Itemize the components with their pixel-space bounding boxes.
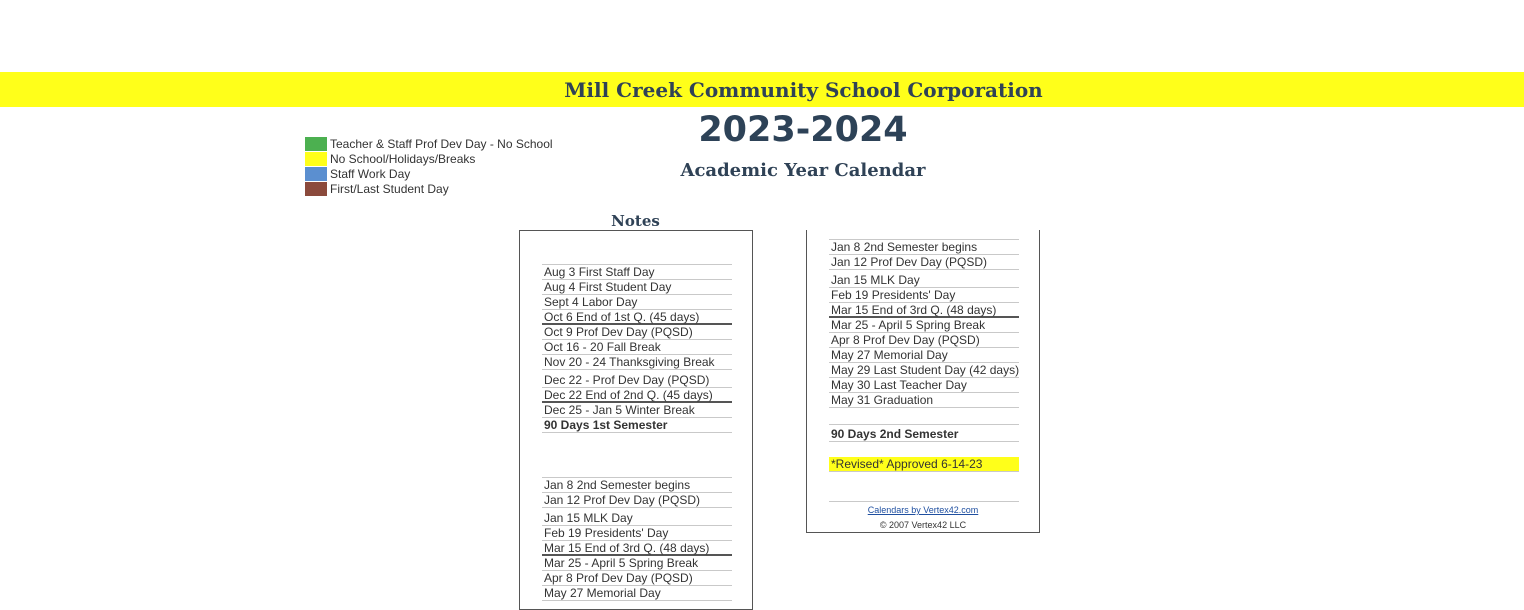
legend-swatch bbox=[305, 137, 327, 151]
notes-box-left bbox=[519, 230, 753, 610]
vertex42-link[interactable]: Calendars by Vertex42.com bbox=[867, 505, 979, 515]
legend-item-first-last bbox=[305, 181, 553, 196]
legend-item-prof-dev bbox=[305, 136, 553, 151]
semester-total: 90 Days 1st Semester bbox=[542, 418, 732, 433]
note-row: Mar 15 End of 3rd Q. (48 days) bbox=[542, 541, 732, 556]
note-row: Oct 9 Prof Dev Day (PQSD) bbox=[542, 325, 732, 340]
revised-note: *Revised* Approved 6-14-23 bbox=[829, 457, 1019, 472]
legend-swatch bbox=[305, 167, 327, 181]
note-row: Nov 20 - 24 Thanksgiving Break bbox=[542, 355, 732, 370]
note-row: Dec 22 End of 2nd Q. (45 days) bbox=[542, 388, 732, 403]
divider bbox=[829, 424, 1019, 425]
note-row: May 29 Last Student Day (42 days) bbox=[831, 363, 1020, 377]
note-row: Jan 8 2nd Semester begins bbox=[542, 478, 732, 493]
legend-label: No School/Holidays/Breaks bbox=[330, 151, 476, 166]
note-row: Jan 12 Prof Dev Day (PQSD) bbox=[542, 493, 732, 508]
note-row: Oct 16 - 20 Fall Break bbox=[542, 340, 732, 355]
school-year-title: 2023-2024 bbox=[698, 110, 908, 150]
notes-box-right bbox=[806, 230, 1040, 533]
note-row: Jan 15 MLK Day bbox=[829, 273, 1019, 288]
note-row: Jan 8 2nd Semester begins bbox=[829, 240, 1019, 255]
legend-item-no-school bbox=[305, 151, 553, 166]
legend-swatch bbox=[305, 152, 327, 166]
note-row: May 27 Memorial Day bbox=[542, 586, 732, 601]
legend-label: Staff Work Day bbox=[330, 166, 411, 181]
note-row: Mar 25 - April 5 Spring Break bbox=[542, 556, 732, 571]
note-row: Jan 12 Prof Dev Day (PQSD) bbox=[829, 255, 1019, 270]
legend-label: First/Last Student Day bbox=[330, 181, 449, 196]
notes-title: Notes bbox=[611, 212, 660, 230]
note-row: Feb 19 Presidents' Day bbox=[829, 288, 1019, 303]
legend-item-staff-work bbox=[305, 166, 553, 181]
note-row: Dec 22 - Prof Dev Day (PQSD) bbox=[542, 373, 732, 388]
legend bbox=[305, 136, 553, 196]
header-banner bbox=[0, 72, 1524, 107]
legend-swatch bbox=[305, 182, 327, 196]
note-row: Sept 4 Labor Day bbox=[542, 295, 732, 310]
note-row: May 31 Graduation bbox=[829, 393, 1019, 408]
note-row: May 30 Last Teacher Day bbox=[829, 378, 1019, 393]
note-row: Dec 25 - Jan 5 Winter Break bbox=[542, 403, 732, 418]
calendar-subtitle: Academic Year Calendar bbox=[680, 160, 926, 181]
organization-title: Mill Creek Community School Corporation bbox=[564, 78, 1043, 102]
note-row: May 27 Memorial Day bbox=[829, 348, 1019, 363]
note-row: Apr 8 Prof Dev Day (PQSD) bbox=[542, 571, 732, 586]
note-row: Mar 25 - April 5 Spring Break bbox=[829, 318, 1019, 333]
divider bbox=[829, 501, 1019, 502]
legend-label: Teacher & Staff Prof Dev Day - No School bbox=[330, 136, 553, 151]
note-row: Feb 19 Presidents' Day bbox=[542, 526, 732, 541]
copyright-text: © 2007 Vertex42 LLC bbox=[879, 520, 967, 530]
note-row: Apr 8 Prof Dev Day (PQSD) bbox=[829, 333, 1019, 348]
note-row: Jan 15 MLK Day bbox=[542, 511, 732, 526]
note-row: Mar 15 End of 3rd Q. (48 days) bbox=[829, 303, 1019, 318]
note-row: Aug 3 First Staff Day bbox=[542, 265, 732, 280]
note-row: Oct 6 End of 1st Q. (45 days) bbox=[542, 310, 732, 325]
note-row: Aug 4 First Student Day bbox=[542, 280, 732, 295]
semester-total: 90 Days 2nd Semester bbox=[829, 427, 1019, 442]
